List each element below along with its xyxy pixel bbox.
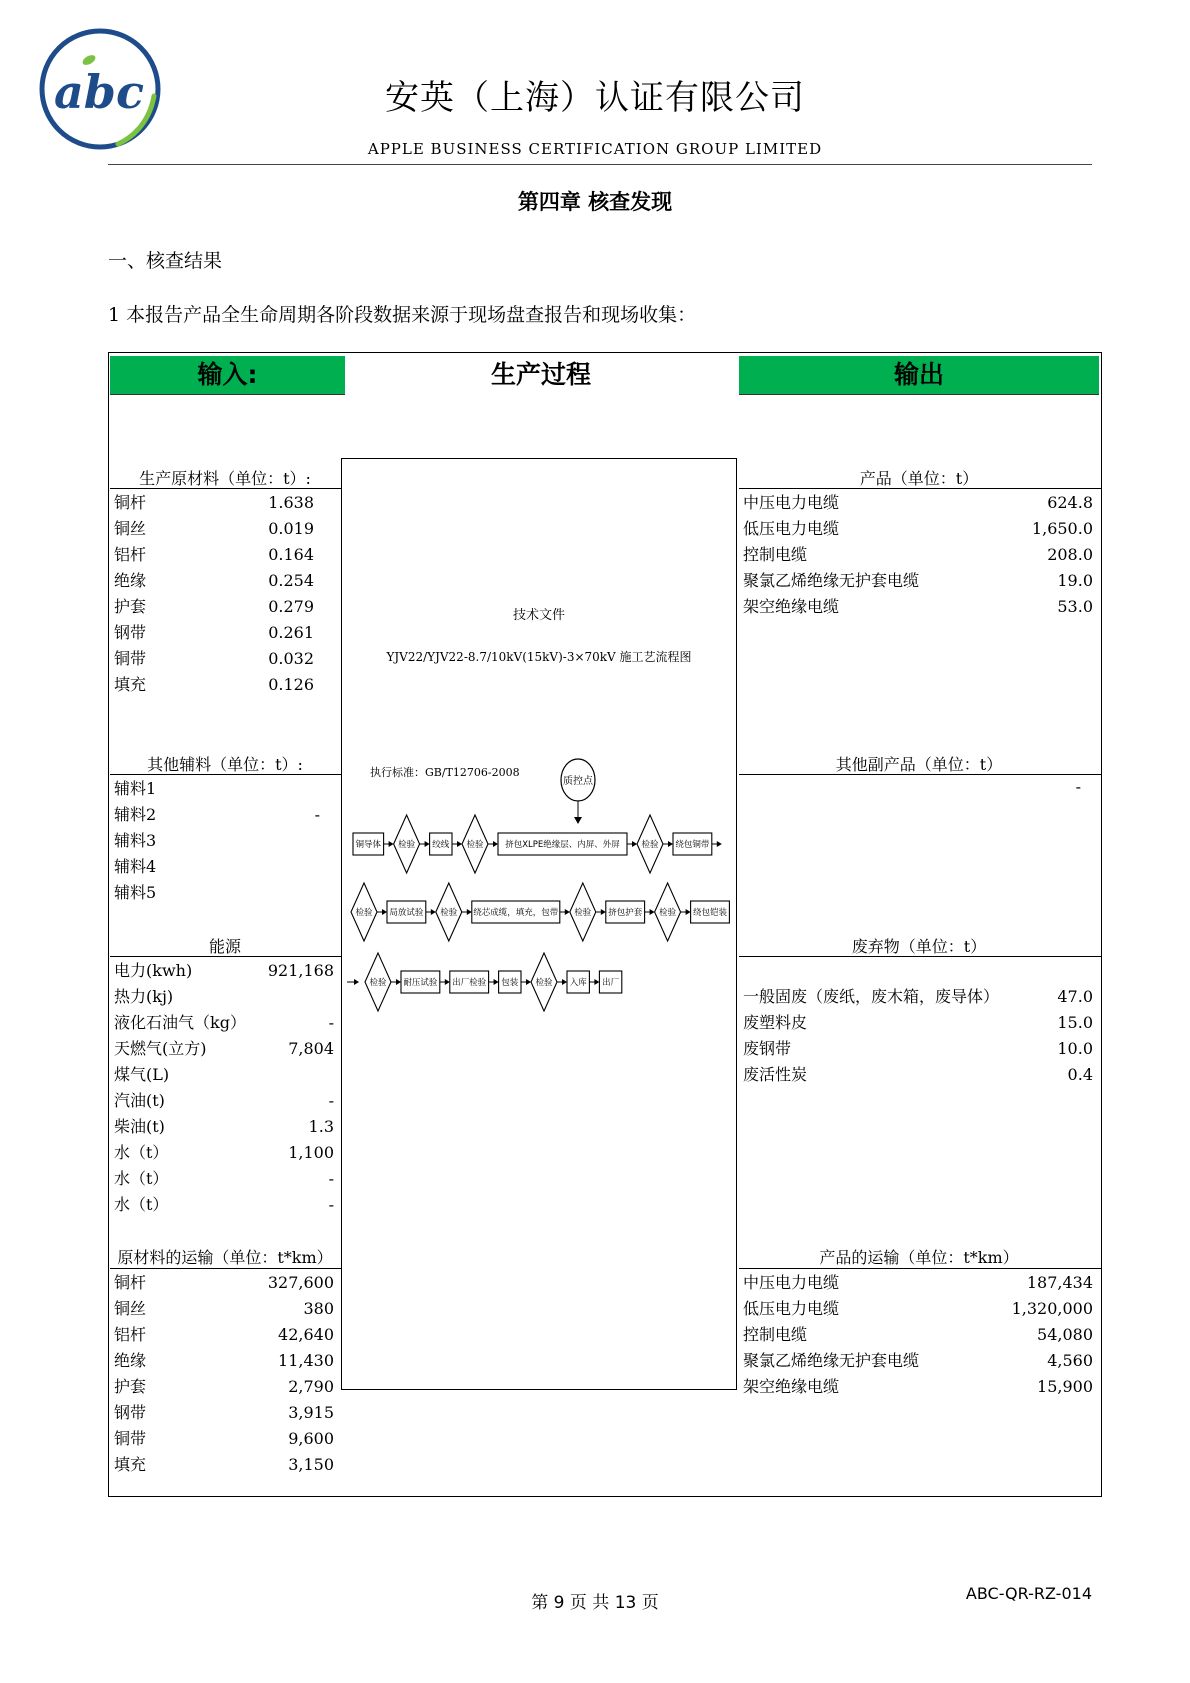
process-step-label: 挤包XLPE绝缘层、内屏、外屏: [505, 840, 620, 850]
item-value: 1.3: [308, 1117, 334, 1136]
flow-arrowhead: [668, 841, 673, 847]
item-value: 7,804: [288, 1039, 334, 1058]
page-number: 第 9 页 共 13 页: [531, 1593, 659, 1613]
item-label: 中压电力电缆: [743, 493, 840, 512]
byproducts-title: 其他副产品（单位：t）: [835, 755, 1003, 774]
flow-arrowhead: [389, 841, 394, 847]
process-step-label: 入库: [569, 978, 587, 988]
products-rule: [739, 488, 1101, 489]
list-item: [110, 1114, 340, 1140]
process-step-label: 包装: [501, 978, 519, 988]
intro-note: 1 本报告产品全生命周期各阶段数据来源于现场盘查报告和现场收集：: [108, 304, 697, 326]
item-label: 辅料1: [114, 779, 157, 798]
list-item: [739, 1270, 1099, 1296]
flow-arrowhead: [562, 979, 567, 985]
flow-arrowhead: [382, 909, 387, 915]
list-item: [110, 568, 320, 594]
auxiliary-list: [110, 776, 326, 906]
item-label: 填充: [114, 675, 147, 694]
list-item: [110, 1192, 340, 1218]
inspection-label: 检验: [440, 908, 458, 918]
item-value: 53.0: [1057, 597, 1093, 616]
inspection-label: 检验: [466, 840, 484, 850]
list-item: [110, 958, 340, 984]
flow-arrowhead: [354, 979, 359, 985]
item-label: 聚氯乙烯绝缘无护套电缆: [743, 571, 920, 590]
flow-arrowhead: [717, 841, 722, 847]
process-step-label: 出厂: [602, 978, 620, 988]
flow-arrowhead: [650, 909, 655, 915]
process-step-label: 绕芯成缆，填充，包带: [473, 908, 559, 918]
item-label: 一般固废（废纸，废木箱，废导体）: [743, 987, 1000, 1006]
inspection-label: 检验: [398, 840, 416, 850]
item-value: -: [328, 1091, 334, 1110]
flow-arrowhead: [494, 979, 499, 985]
company-name-en: APPLE BUSINESS CERTIFICATION GROUP LIMITED: [367, 140, 823, 158]
raw-materials-title: 生产原材料（单位：t）:: [139, 469, 311, 488]
list-item: [110, 1036, 340, 1062]
item-value: 1,320,000: [1011, 1299, 1093, 1318]
item-label: 控制电缆: [743, 545, 808, 564]
byproducts-list: [739, 774, 1087, 800]
item-value: 624.8: [1047, 493, 1093, 512]
list-item: [739, 984, 1099, 1010]
chapter-title: 第四章 核查发现: [517, 190, 673, 214]
inspection-label: 检验: [355, 908, 373, 918]
item-value: 0.126: [268, 675, 314, 694]
item-label: 架空绝缘电缆: [743, 597, 840, 616]
list-item: [110, 802, 326, 828]
item-label: 辅料3: [114, 831, 157, 850]
item-value: 0.164: [268, 545, 314, 564]
list-item: [110, 490, 320, 516]
list-item: [110, 542, 320, 568]
item-label: 钢带: [114, 1403, 147, 1422]
process-step-label: 出厂检验: [452, 978, 487, 988]
item-label: 水（t）: [114, 1143, 169, 1162]
list-item: [739, 516, 1099, 542]
item-value: 3,915: [288, 1403, 334, 1422]
item-label: 低压电力电缆: [743, 1299, 840, 1318]
item-value: 3,150: [288, 1455, 334, 1474]
energy-rule: [110, 956, 342, 957]
company-name-cn: 安英（上海）认证有限公司: [385, 78, 805, 118]
process-step-label: 耐压试验: [403, 978, 438, 988]
item-label: 铝杆: [114, 545, 147, 564]
list-item: [739, 542, 1099, 568]
key-point-arrowhead: [574, 817, 582, 824]
raw-transport-list: [110, 1270, 340, 1478]
waste-list: [739, 984, 1099, 1088]
item-value: 921,168: [267, 961, 334, 980]
flow-arrowhead: [493, 841, 498, 847]
auxiliary-title: 其他辅料（单位：t）:: [147, 755, 303, 774]
logo-text: abc: [54, 65, 144, 119]
list-item: [110, 1400, 340, 1426]
input-column-header: 输入:: [110, 356, 345, 395]
list-item: [739, 1374, 1099, 1400]
process-step-label: 铜导体: [355, 840, 382, 850]
product-transport-list: [739, 1270, 1099, 1400]
flow-arrowhead: [396, 979, 401, 985]
list-item: [110, 1140, 340, 1166]
process-step-label: 绕包铜带: [675, 840, 710, 850]
list-item: [739, 594, 1099, 620]
inspection-label: 检验: [574, 908, 592, 918]
list-item: [110, 516, 320, 542]
products-title: 产品（单位：t）: [859, 469, 979, 488]
item-label: 护套: [114, 1377, 147, 1396]
raw-transport-rule: [110, 1268, 342, 1269]
item-value: 2,790: [288, 1377, 334, 1396]
list-item: [739, 1062, 1099, 1088]
list-item: [110, 594, 320, 620]
item-value: 327,600: [267, 1273, 334, 1292]
item-label: 聚氯乙烯绝缘无护套电缆: [743, 1351, 920, 1370]
item-value: 208.0: [1047, 545, 1093, 564]
item-label: 水（t）: [114, 1169, 169, 1188]
list-item: [110, 1322, 340, 1348]
item-value: 1,650.0: [1031, 519, 1093, 538]
process-flow-chart: [341, 740, 737, 1020]
item-label: 铜带: [114, 1429, 147, 1448]
list-item: [110, 672, 320, 698]
item-value: 0.032: [268, 649, 314, 668]
item-label: 热力(kj): [114, 987, 174, 1006]
item-label: 汽油(t): [114, 1091, 165, 1110]
item-label: 辅料4: [114, 857, 157, 876]
item-value: 0.4: [1067, 1065, 1093, 1084]
waste-title: 废弃物（单位：t）: [851, 937, 987, 956]
inspection-label: 检验: [641, 840, 659, 850]
list-item: [110, 880, 326, 906]
list-item: [110, 1452, 340, 1478]
list-item: [739, 1322, 1099, 1348]
item-label: 低压电力电缆: [743, 519, 840, 538]
key-point-label: 质控点: [563, 776, 593, 787]
item-value: -: [328, 1013, 334, 1032]
item-label: 钢带: [114, 623, 147, 642]
item-value: 0.019: [268, 519, 314, 538]
item-value: 187,434: [1026, 1273, 1093, 1292]
raw-materials-list: [110, 490, 320, 698]
list-item: [110, 646, 320, 672]
flow-arrowhead: [457, 841, 462, 847]
item-value: -: [1075, 777, 1081, 796]
item-label: 液化石油气（kg）: [114, 1013, 246, 1032]
process-step-label: 绞线: [432, 840, 450, 850]
item-label: 废塑料皮: [743, 1013, 808, 1032]
inspection-label: 检验: [369, 978, 387, 988]
list-item: [110, 828, 326, 854]
list-item: [739, 1036, 1099, 1062]
list-item: [110, 1270, 340, 1296]
item-label: 绝缘: [114, 571, 147, 590]
energy-title: 能源: [208, 937, 241, 956]
list-item: [110, 1166, 340, 1192]
inspection-label: 检验: [659, 908, 677, 918]
list-item: [110, 1088, 340, 1114]
item-label: 电力(kwh): [114, 961, 193, 980]
raw-transport-title: 原材料的运输（单位：t*km）: [117, 1248, 333, 1267]
product-transport-rule: [739, 1268, 1101, 1269]
section-title: 一、核查结果: [108, 250, 223, 272]
item-label: 辅料2: [114, 805, 157, 824]
item-label: 铜丝: [114, 1299, 147, 1318]
energy-list: [110, 958, 340, 1218]
item-value: 19.0: [1057, 571, 1093, 590]
item-label: 架空绝缘电缆: [743, 1377, 840, 1396]
item-label: 水（t）: [114, 1195, 169, 1214]
item-label: 绝缘: [114, 1351, 147, 1370]
list-item: [739, 490, 1099, 516]
flow-arrowhead: [431, 909, 436, 915]
list-item: [110, 1296, 340, 1322]
flow-arrowhead: [526, 979, 531, 985]
item-label: 辅料5: [114, 883, 157, 902]
flow-arrowhead: [632, 841, 637, 847]
process-doc-title: YJV22/YJV22-8.7/10kV(15kV)-3×70kV 施工艺流程图: [386, 650, 692, 664]
list-item: [110, 984, 340, 1010]
flow-arrowhead: [686, 909, 691, 915]
item-label: 铜带: [114, 649, 147, 668]
process-step-label: 挤包护套: [608, 908, 643, 918]
list-item: [110, 1010, 340, 1036]
item-value: -: [328, 1169, 334, 1188]
flow-arrowhead: [445, 979, 450, 985]
item-value: 54,080: [1037, 1325, 1093, 1344]
item-label: 废钢带: [743, 1039, 792, 1058]
list-item: [739, 1348, 1099, 1374]
flow-arrowhead: [565, 909, 570, 915]
item-label: 铜丝: [114, 519, 147, 538]
flow-arrowhead: [601, 909, 606, 915]
item-value: 0.254: [268, 571, 314, 590]
list-item: [110, 1062, 340, 1088]
item-label: 铜杆: [114, 1273, 147, 1292]
item-label: 天燃气(立方): [114, 1039, 207, 1058]
item-label: 控制电缆: [743, 1325, 808, 1344]
list-item: [739, 1010, 1099, 1036]
list-item: [110, 1348, 340, 1374]
list-item: [110, 620, 320, 646]
item-value: 47.0: [1057, 987, 1093, 1006]
auxiliary-rule: [110, 774, 342, 775]
item-label: 铜杆: [114, 493, 147, 512]
raw-materials-rule: [110, 488, 342, 489]
item-label: 煤气(L): [114, 1065, 170, 1084]
inspection-label: 检验: [535, 978, 553, 988]
list-item: [110, 1374, 340, 1400]
item-value: 4,560: [1047, 1351, 1093, 1370]
item-label: 废活性炭: [743, 1065, 808, 1084]
item-value: 10.0: [1057, 1039, 1093, 1058]
list-item: [739, 1296, 1099, 1322]
list-item: [110, 854, 326, 880]
item-label: 柴油(t): [114, 1117, 165, 1136]
list-item: [110, 1426, 340, 1452]
process-step-label: 绕包铠装: [692, 908, 728, 918]
process-step-label: 局放试验: [389, 908, 424, 918]
item-value: 15.0: [1057, 1013, 1093, 1032]
header-divider: [108, 164, 1092, 165]
item-value: -: [328, 1195, 334, 1214]
item-value: -: [314, 805, 320, 824]
flow-arrowhead: [594, 979, 599, 985]
flow-arrowhead: [467, 909, 472, 915]
item-value: 42,640: [278, 1325, 334, 1344]
item-value: 11,430: [278, 1351, 334, 1370]
list-item: [110, 776, 326, 802]
list-item: [739, 568, 1099, 594]
item-value: 1,100: [288, 1143, 334, 1162]
item-value: 0.261: [268, 623, 314, 642]
item-label: 中压电力电缆: [743, 1273, 840, 1292]
process-doc-label: 技术文件: [512, 608, 565, 623]
item-label: 护套: [114, 597, 147, 616]
item-value: 0.279: [268, 597, 314, 616]
flow-arrowhead: [425, 841, 430, 847]
document-code: ABC-QR-RZ-014: [965, 1584, 1092, 1603]
output-column-header: 输出: [739, 356, 1099, 395]
process-standard: 执行标准：GB/T12706-2008: [370, 766, 520, 779]
item-value: 380: [303, 1299, 334, 1318]
item-value: 9,600: [288, 1429, 334, 1448]
item-value: 15,900: [1037, 1377, 1093, 1396]
item-label: 铝杆: [114, 1325, 147, 1344]
product-transport-title: 产品的运输（单位：t*km）: [819, 1248, 1019, 1267]
list-item: [739, 774, 1087, 800]
item-label: 填充: [114, 1455, 147, 1474]
waste-rule: [739, 956, 1101, 957]
item-value: 1.638: [268, 493, 314, 512]
process-column-header: 生产过程: [490, 360, 591, 389]
products-list: [739, 490, 1099, 620]
